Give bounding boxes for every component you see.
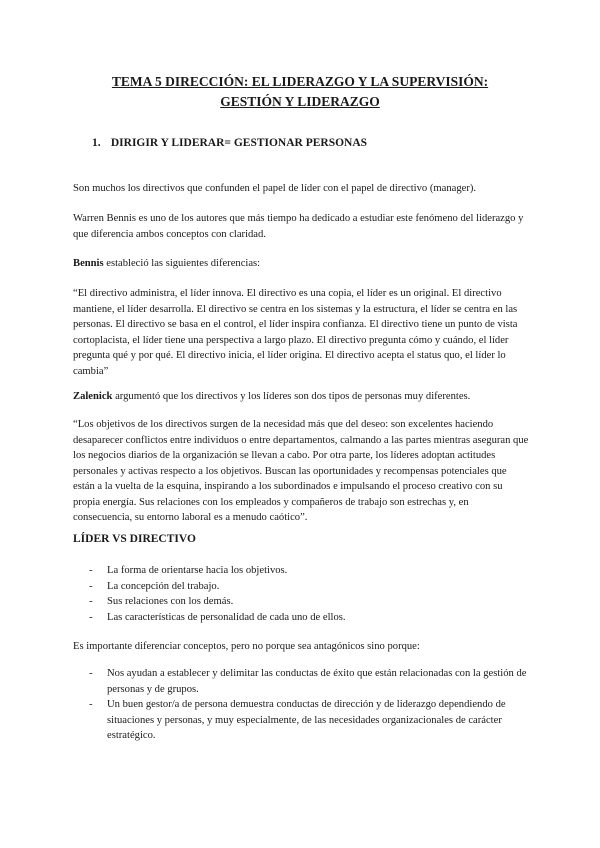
list-item: - Nos ayudan a establecer y delimitar las conductas de éxito que están relacionadas con la gestión de personas y de grupos. <box>89 668 527 695</box>
dash-bullet: - <box>89 611 93 623</box>
paragraph-2: Warren Bennis es uno de los autores que más tiempo ha dedicado a estudiar este fenómeno del liderazgo y que diferencia ambos conceptos con claridad. <box>73 213 524 240</box>
list-item: - Un buen gestor/a de persona demuestra conductas de dirección y de liderazgo dependiendo de situaciones y personas, y muy especialmente, de las necesidades organizacionales de carácter estratégico. <box>89 699 506 741</box>
differences-list <box>89 563 529 625</box>
title-line-1: TEMA 5 DIRECCIÓN: EL LIDERAZGO Y LA SUPERVISIÓN: <box>111 74 489 89</box>
bennis-quote: “El directivo administra, el líder innova. El directivo es una copia, el líder es un original. El directivo mantiene, el líder desarrolla. El directivo se centra en los sistemas y la estructura, el líder se centra en las personas. El directivo se basa en el control, el líder inspira confianza. El directivo tiene un punto de vista cortoplacista, el líder tiene una perspectiva a largo plazo. El directivo pregunta cómo y cuándo, el líder pregunta qué y por qué. El directivo inicia, el líder origina. El directivo acepta el status quo, el líder lo cambia” <box>73 288 518 377</box>
dash-bullet: - <box>89 668 93 679</box>
paragraph-1: Son muchos los directivos que confunden el papel de líder con el papel de directivo (manager). <box>73 183 477 194</box>
list-item: - La concepción del trabajo. <box>89 579 529 595</box>
list-item: - Sus relaciones con los demás. <box>89 594 529 610</box>
paragraph-3 <box>73 256 529 272</box>
zalenick-quote: “Los objetivos de los directivos surgen de la necesidad más que del deseo: son excelentes haciendo desaparecer conflictos entre individuos o entre departamentos, calmando a las partes mientras aseguran que los negocios diarios de la organización se llevan a cabo. Por otra parte, los líderes adoptan actitudes personales y activas respecto a los objetivos. Buscan las oportunidades y recompensas potenciales que están a la vuelta de la esquina, inspirando a los subordinados e impulsando el proceso creativo con su propia energía. Sus relaciones con los empleados y compañeros de trabajo son estrechas y, en consecuencia, su entorno laboral es a menudo caótico”. <box>73 419 529 523</box>
author-bennis: Bennis <box>73 258 104 269</box>
subheading-lider-vs-directivo: LÍDER VS DIRECTIVO <box>73 533 196 545</box>
author-zalenick: Zalenick <box>73 391 113 402</box>
section-number: 1. <box>92 137 101 149</box>
dash-bullet: - <box>89 565 93 576</box>
dash-bullet: - <box>89 580 93 592</box>
paragraph-3-text: estableció las siguientes diferencias: <box>103 258 261 269</box>
list-item: - La forma de orientarse hacia los objetivos. <box>89 563 529 579</box>
dash-bullet: - <box>89 699 93 710</box>
document-title <box>60 72 540 112</box>
paragraph-7: Es importante diferenciar conceptos, pero no porque sea antagónicos sino porque: <box>73 641 420 652</box>
dash-bullet: - <box>89 596 93 607</box>
paragraph-5-text: argumentó que los directivos y los líderes son dos tipos de personas muy diferentes. <box>112 391 471 402</box>
list-item: - Las características de personalidad de cada uno de ellos. <box>89 610 529 626</box>
section-heading <box>92 137 367 149</box>
section-title: DIRIGIR Y LIDERAR= GESTIONAR PERSONAS <box>110 137 368 149</box>
reasons-list <box>89 666 529 744</box>
title-line-2: GESTIÓN Y LIDERAZGO <box>220 94 380 109</box>
paragraph-5 <box>73 389 529 405</box>
